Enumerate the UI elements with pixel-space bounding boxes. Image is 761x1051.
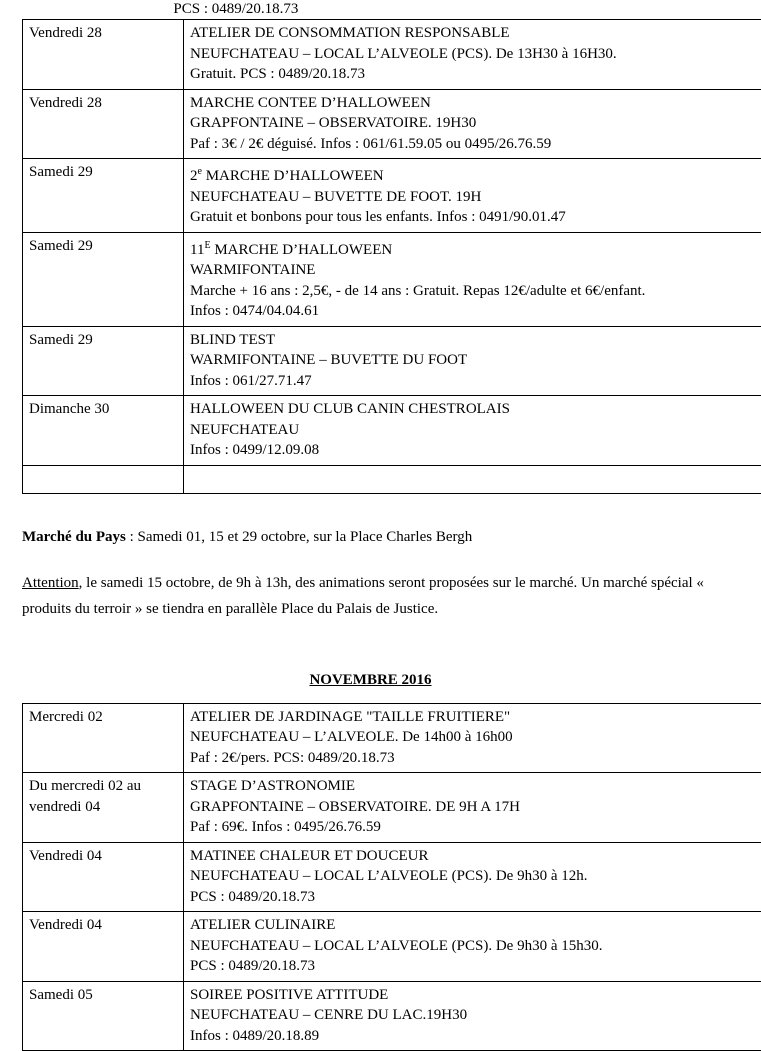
market-label: Marché du Pays [22,529,126,545]
day-cell: Dimanche 30 [23,396,184,466]
description-line: ATELIER DE CONSOMMATION RESPONSABLE [190,23,755,44]
day-cell [22,0,172,19]
day-cell: Samedi 05 [23,981,184,1051]
description-line: Infos : 0499/12.09.08 [190,440,755,461]
description-line: ATELIER CULINAIRE [190,915,755,936]
attention-text: , le samedi 15 octobre, de 9h à 13h, des animations seront proposées sur le marché. Un marché spécial « produits du terroir » se tiendra en parallèle Place du Palais de Justice. [22,575,704,617]
day-cell: Vendredi 28 [23,89,184,159]
day-cell: Du mercredi 02 au vendredi 04 [23,773,184,843]
table-row [23,912,761,982]
description-line: WARMIFONTAINE – BUVETTE DU FOOT [190,350,755,371]
description-cell [184,981,761,1051]
day-cell: Samedi 29 [23,326,184,396]
october-table-top-partial [22,0,741,19]
day-cell: Vendredi 04 [23,842,184,912]
description-line: NEUFCHATEAU – L’ALVEOLE. De 14h00 à 16h00 [190,727,755,748]
description-line: HALLOWEEN DU CLUB CANIN CHESTROLAIS [190,399,755,420]
description-line: MATINEE CHALEUR ET DOUCEUR [190,846,755,867]
table-row [23,89,761,159]
october-events-table [22,19,761,494]
description-cell [184,20,761,90]
description-cell [184,773,761,843]
description-line: Marche + 16 ans : 2,5€, - de 14 ans : Gratuit. Repas 12€/adulte et 6€/enfant. [190,281,755,302]
description-line: NEUFCHATEAU – BUVETTE DE FOOT. 19H [190,187,755,208]
table-row-empty [23,465,761,493]
description-cell [184,89,761,159]
description-line: PCS : 0489/20.18.73 [173,1,740,18]
description-line: Infos : 0489/20.18.89 [190,1026,755,1047]
table-row [22,0,741,19]
description-cell [184,465,761,493]
table-row [23,159,761,233]
description-cell [184,396,761,466]
description-cell [184,703,761,773]
description-line: 2e MARCHE D’HALLOWEEN [190,162,755,187]
description-line: Gratuit et bonbons pour tous les enfants. Infos : 0491/90.01.47 [190,207,755,228]
description-line: PCS : 0489/20.18.73 [190,956,755,977]
table-row [23,703,761,773]
day-cell [23,465,184,493]
description-cell [184,326,761,396]
day-cell: Vendredi 04 [23,912,184,982]
description-line: GRAPFONTAINE – OBSERVATOIRE. DE 9H A 17H [190,797,755,818]
description-cell [184,842,761,912]
description-line: PCS : 0489/20.18.73 [190,887,755,908]
description-line: NEUFCHATEAU – LOCAL L’ALVEOLE (PCS). De 13H30 à 16H30. [190,44,755,65]
description-line: NEUFCHATEAU [190,420,755,441]
day-cell: Vendredi 28 [23,20,184,90]
november-events-table [22,703,761,1051]
day-cell: Samedi 29 [23,159,184,233]
description-line: SOIREE POSITIVE ATTITUDE [190,985,755,1006]
description-line: Infos : 0474/04.04.61 [190,301,755,322]
description-line: MARCHE CONTEE D’HALLOWEEN [190,93,755,114]
attention-label: Attention [22,575,79,591]
day-cell: Mercredi 02 [23,703,184,773]
table-row [23,773,761,843]
description-line: GRAPFONTAINE – OBSERVATOIRE. 19H30 [190,113,755,134]
table-row [23,326,761,396]
description-line: Paf : 3€ / 2€ déguisé. Infos : 061/61.59.05 ou 0495/26.76.59 [190,134,755,155]
description-line: NEUFCHATEAU – LOCAL L’ALVEOLE (PCS). De 9h30 à 15h30. [190,936,755,957]
description-line: NEUFCHATEAU – LOCAL L’ALVEOLE (PCS). De 9h30 à 12h. [190,866,755,887]
description-cell [184,912,761,982]
description-line: Paf : 69€. Infos : 0495/26.76.59 [190,817,755,838]
description-line: NEUFCHATEAU – CENRE DU LAC.19H30 [190,1005,755,1026]
description-line: BLIND TEST [190,330,755,351]
description-line: $11^E$ MARCHE D’HALLOWEEN [190,236,755,261]
table-row [23,842,761,912]
description-line: Infos : 061/27.71.47 [190,371,755,392]
description-cell [172,0,741,19]
table-row [23,20,761,90]
description-line: ATELIER DE JARDINAGE "TAILLE FRUITIERE" [190,707,755,728]
description-line: Paf : 2€/pers. PCS: 0489/20.18.73 [190,748,755,769]
description-cell [184,159,761,233]
paragraph-market [22,524,741,550]
day-cell: Samedi 29 [23,232,184,326]
description-cell [184,232,761,326]
market-text: : Samedi 01, 15 et 29 octobre, sur la Place Charles Bergh [126,529,472,545]
description-line: Gratuit. PCS : 0489/20.18.73 [190,64,755,85]
month-heading-november: NOVEMBRE 2016 [0,672,741,689]
table-row [23,981,761,1051]
paragraph-attention [22,570,741,622]
table-row [23,396,761,466]
table-row [23,232,761,326]
description-line: STAGE D’ASTRONOMIE [190,776,755,797]
description-line: WARMIFONTAINE [190,260,755,281]
